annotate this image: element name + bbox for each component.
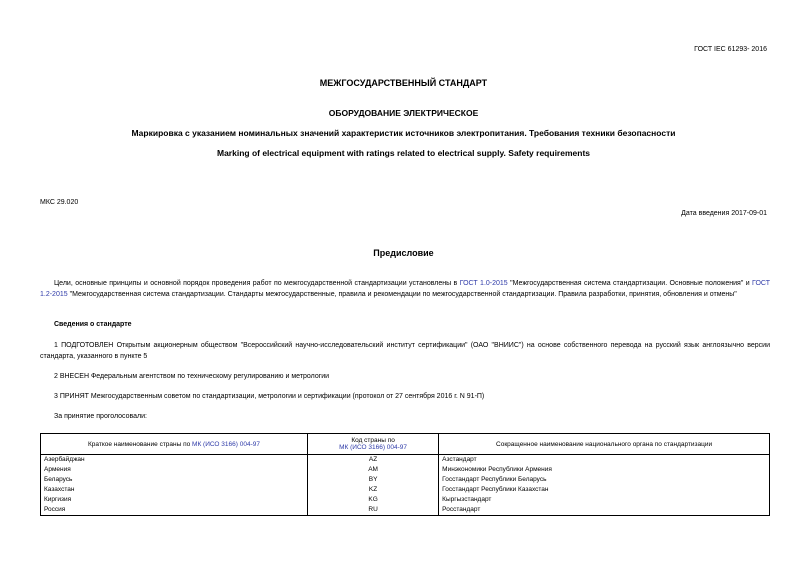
table-row — [41, 485, 770, 495]
header-country-code — [307, 434, 438, 455]
cell-body: Азстандарт — [439, 455, 770, 466]
cell-code: BY — [307, 475, 438, 485]
preface-text-a: Цели, основные принципы и основной порядок проведения работ по межгосударственной стандартизации установлены в — [54, 280, 460, 287]
table-header-row — [41, 434, 770, 455]
gost-1-2-link[interactable]: ГОСТ 1.2-2015 — [40, 280, 770, 298]
mk-iso-link-1[interactable]: МК (ИСО 3166) 004-97 — [192, 440, 260, 448]
cell-body: Росстандарт — [439, 505, 770, 516]
mks-code: МКС 29.020 — [40, 199, 79, 206]
gost-1-0-link[interactable]: ГОСТ 1.0-2015 — [459, 280, 508, 287]
voted-label: За принятие проголосовали: — [54, 413, 147, 420]
item-prepared: 1 ПОДГОТОВЛЕН Открытым акционерным обществом "Всероссийский научно-исследовательский институт сертификации" (ОАО "ВНИИС") на основе собственного перевода на русский язык англоязычно версии стандарта, указанного в пункте 5 — [40, 342, 770, 360]
cell-code: KG — [307, 495, 438, 505]
cell-country: Киргизия — [41, 495, 308, 505]
table-row — [41, 475, 770, 485]
standard-title-ru: Маркировка с указанием номинальных значений характеристик источников электропитания. Требования техники безопасности — [131, 128, 676, 138]
standard-type-title: МЕЖГОСУДАРСТВЕННЫЙ СТАНДАРТ — [319, 78, 488, 88]
cell-country: Азербайджан — [41, 455, 308, 466]
cell-code: AM — [307, 465, 438, 475]
cell-code: RU — [307, 505, 438, 516]
standard-title-en: Marking of electrical equipment with ratings related to electrical supply. Safety requirements — [217, 148, 590, 158]
mk-iso-link-2[interactable]: МК (ИСО 3166) 004-97 — [339, 444, 408, 451]
table-row — [41, 505, 770, 516]
item-submitted: 2 ВНЕСЕН Федеральным агентством по техническому регулированию и метрологии — [54, 373, 330, 380]
cell-body: Минэкономики Республики Армения — [439, 465, 770, 475]
cell-country: Казахстан — [41, 485, 308, 495]
document-code: ГОСТ IEC 61293- 2016 — [694, 46, 767, 53]
cell-code: AZ — [307, 455, 438, 466]
header-standards-body: Сокращенное наименование национального органа по стандартизации — [439, 434, 770, 455]
cell-country: Беларусь — [41, 475, 308, 485]
preface-paragraph — [40, 279, 770, 300]
cell-body: Госстандарт Республики Казахстан — [439, 485, 770, 495]
preface-text-c: "Межгосударственная система стандартизации. Стандарты межгосударственные, правила и рекомендации по межгосударственной стандартизации. Правила разработки, принятия, обновления и отмены" — [67, 290, 737, 298]
voting-countries-table — [40, 433, 770, 516]
cell-code: KZ — [307, 485, 438, 495]
standard-subject-title: ОБОРУДОВАНИЕ ЭЛЕКТРИЧЕСКОЕ — [328, 108, 479, 118]
table-row — [41, 465, 770, 475]
standard-info-heading: Сведения о стандарте — [54, 321, 132, 328]
cell-country: Россия — [41, 505, 308, 516]
cell-body: Госстандарт Республики Беларусь — [439, 475, 770, 485]
header-code-text: Код страны по — [351, 437, 395, 444]
header-country-text: Краткое наименование страны по — [88, 440, 193, 448]
intro-date: Дата введения 2017-09-01 — [681, 210, 767, 217]
item-adopted: 3 ПРИНЯТ Межгосударственным советом по стандартизации, метрологии и сертификации (протокол от 27 сентября 2016 г. N 91-П) — [54, 393, 485, 400]
preface-heading: Предисловие — [373, 248, 434, 258]
cell-body: Кыргызстандарт — [439, 495, 770, 505]
table-row — [41, 455, 770, 466]
header-country-name — [41, 434, 308, 455]
preface-text-b: "Межгосударственная система стандартизации. Основные положения" и — [507, 280, 753, 287]
cell-country: Армения — [41, 465, 308, 475]
table-row — [41, 495, 770, 505]
